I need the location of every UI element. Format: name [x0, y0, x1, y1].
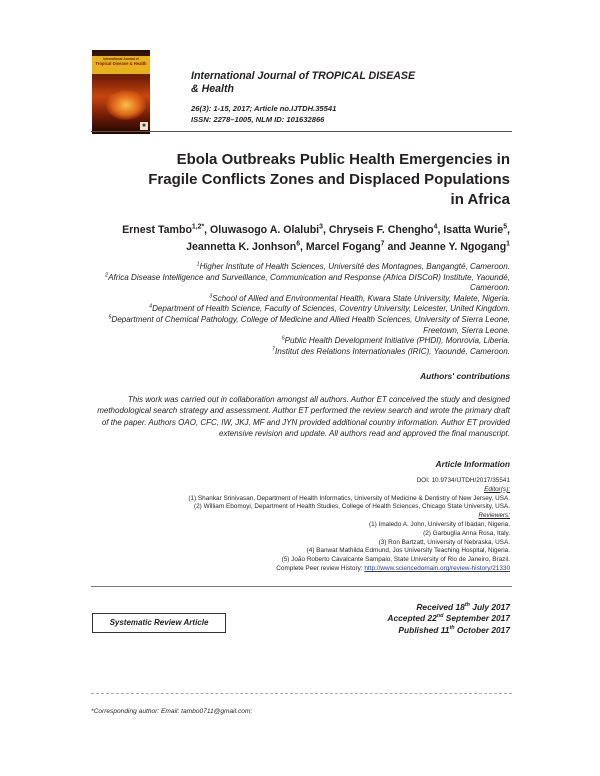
author-sup: 6: [296, 240, 301, 248]
author-name: Ernest Tambo: [122, 224, 192, 236]
date-text: July 2017: [469, 602, 510, 612]
affiliation-text: Africa Disease Intelligence and Surveillance, Communication and Response (Africa DISCoR) Institute, Yaoundé, Cameroon.: [108, 272, 510, 293]
author-line-1: [90, 222, 510, 239]
article-info-block: [90, 477, 510, 574]
author-line-2: [90, 239, 510, 256]
affiliation-text: Public Health Development Initiative (PHDI), Monrovia, Liberia.: [284, 336, 510, 346]
publisher-logo-icon: ✱: [141, 123, 147, 129]
author-sup: 4: [433, 223, 438, 231]
author-sep: ,: [204, 224, 211, 236]
journal-citation: 26(3): 1-15, 2017; Article no.IJTDH.35541: [191, 104, 337, 113]
date-text: Received 18: [416, 602, 465, 612]
editor-item: (1) Shankar Srinivasan, Department of Health Informatics, University of Medicine & Dentistry of New Jersey, USA.: [188, 494, 510, 502]
article-type-box: Systematic Review Article: [92, 613, 226, 633]
affiliation-text: Department of Chemical Pathology, College of Medicine and Allied Health Sciences, University of Sierra Leone, Freetown, Sierra Leone.: [111, 314, 510, 335]
affiliation-item: [90, 315, 510, 336]
reviewer-item: (4) Banwat Mathilda Edmund, Jos University Teaching Hospital, Nigeria.: [306, 547, 510, 555]
article-title-line3: in Africa: [450, 191, 510, 208]
editor-item: (2) William Ebomoyi, Department of Health Studies, College of Health Sciences, Chicago State University, USA.: [194, 503, 510, 511]
article-title-line1: Ebola Outbreaks Public Health Emergencies in: [176, 151, 510, 168]
corresponding-author-footnote: *Corresponding author: Email: tambo0711@gmail.com;: [91, 708, 253, 715]
author-sup: 3: [319, 223, 323, 231]
history-label: Complete Peer review History:: [276, 564, 365, 572]
article-title-line2: Fragile Conflicts Zones and Displaced Populations: [148, 171, 510, 188]
author-sep: ,: [507, 224, 510, 236]
author-sup: 5: [503, 223, 508, 231]
header-divider: [91, 131, 512, 132]
affiliation-item: [90, 304, 510, 315]
doi: DOI: 10.9734/IJTDH/2017/35541: [416, 477, 510, 484]
author-name: Jeanne Y. Ngogang: [409, 241, 507, 253]
author-name: Oluwasogo A. Olalubi: [210, 224, 320, 236]
author-name: Jeannetta K. Jonhson: [186, 241, 297, 253]
date-sup: nd: [436, 613, 444, 620]
affiliation-text: Institut des Relations Internationales (IRIC), Yaoundé, Cameroon.: [275, 346, 510, 356]
affiliation-item: [90, 347, 510, 358]
accepted-date: [330, 613, 510, 624]
affiliation-sup: 4: [149, 303, 153, 310]
journal-title-line1: International Journal of TROPICAL DISEASE: [191, 70, 416, 82]
affiliation-item: [90, 273, 510, 294]
author-sep: ,: [300, 241, 306, 253]
affiliation-text: School of Allied and Environmental Health, Kwara State University, Malete, Nigeria.: [212, 293, 510, 303]
date-sup: th: [464, 602, 470, 609]
author-sup: 1: [506, 240, 510, 248]
author-list: [90, 222, 510, 256]
journal-cover-image: [92, 50, 150, 134]
journal-metadata: [191, 104, 491, 125]
affiliation-text: Department of Health Science, Faculty of Sciences, Coventry University, Leicester, United Kingdom.: [152, 304, 510, 314]
reviewers-label: Reviewers:: [478, 512, 510, 520]
author-sep: and: [384, 241, 410, 253]
affiliation-text: Higher Institute of Health Sciences, Université des Montagnes, Bangangté, Cameroon.: [199, 262, 510, 271]
author-sep: ,: [437, 224, 444, 236]
peer-review-history: [90, 565, 510, 574]
contributions-heading: Authors' contributions: [420, 371, 510, 381]
received-date: [330, 602, 510, 613]
cover-sun-glow: [106, 90, 146, 120]
info-divider: [91, 586, 512, 587]
author-name: Chryseis F. Chengho: [328, 224, 434, 236]
affiliation-sup: 1: [196, 261, 200, 268]
affiliation-list: [90, 262, 510, 357]
editors-label: Editor(s):: [484, 485, 510, 493]
affiliation-sup: 6: [281, 335, 285, 342]
author-sup: 1,2*: [191, 223, 205, 231]
author-sep: ,: [322, 224, 329, 236]
affiliation-item: [90, 294, 510, 305]
cover-journal-line1: International Journal of: [103, 57, 139, 61]
journal-title-line2: & Health: [191, 82, 234, 95]
article-title: [95, 150, 510, 210]
reviewer-item: (2) Garbuglia Anna Rosa, Italy.: [423, 529, 510, 537]
date-sup: th: [449, 625, 455, 632]
contributions-text: This work was carried out in collaboration amongst all authors. Author ET conceived the study and designed methodological search strategy and assessment. Author ET performed the review search and wrote the primary draft of the paper. Authors OAO, CFC, IW, JKJ, MF and JYN provided additional country information. Author ET provided extensive revision and update. All authors read and approved the final manuscript.: [97, 395, 510, 439]
journal-title: [191, 70, 491, 95]
journal-issn: ISSN: 2278–1005, NLM ID: 101632866: [191, 114, 325, 124]
affiliation-sup: 5: [108, 314, 112, 321]
date-text: September 2017: [443, 613, 510, 624]
affiliation-item: [90, 336, 510, 347]
published-date: [330, 625, 510, 636]
publication-dates: [330, 602, 510, 636]
affiliation-sup: 3: [209, 293, 213, 300]
author-sup: 7: [380, 240, 385, 248]
author-name: Isatta Wurie: [443, 224, 504, 236]
affiliation-sup: 2: [105, 271, 109, 278]
reviewer-item: (5) João Roberto Cavalcante Sampaio, State University of Rio de Janeiro, Brazil.: [281, 556, 510, 564]
article-info-heading: Article Information: [435, 459, 510, 469]
footnote-divider: [91, 693, 512, 694]
history-link[interactable]: http://www.sciencedomain.org/review-history/21330: [364, 564, 510, 572]
author-name: Marcel Fogang: [305, 241, 381, 253]
reviewer-item: (1) Imaledo A. John, University of Ibadan, Nigeria.: [368, 520, 510, 528]
date-text: Published 11: [398, 624, 450, 635]
affiliation-sup: 7: [272, 346, 275, 353]
cover-journal-line2: Tropical Disease & Health: [95, 61, 147, 66]
date-text: October 2017: [454, 624, 510, 635]
date-text: Accepted 22: [387, 613, 437, 624]
affiliation-item: [90, 262, 510, 273]
reviewer-item: (3) Ron Bartzatt, University of Nebraska, USA.: [378, 538, 510, 546]
